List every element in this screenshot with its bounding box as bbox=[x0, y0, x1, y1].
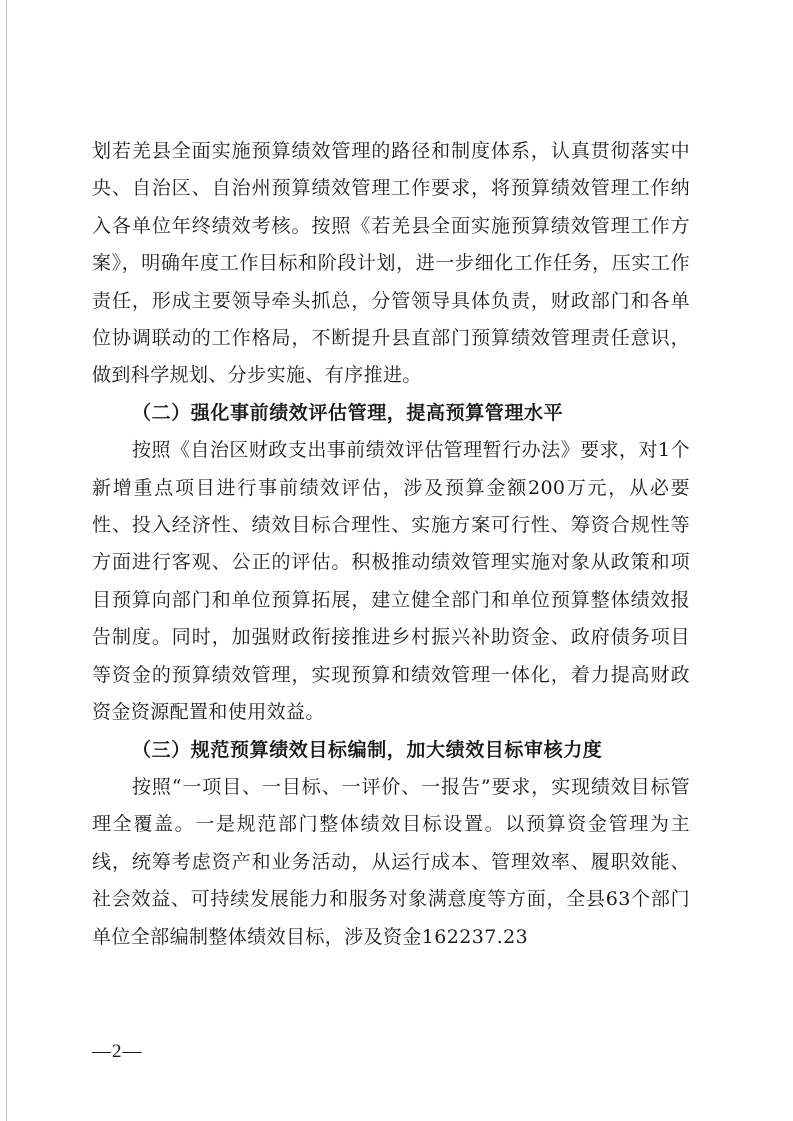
paragraph-2: 按照《自治区财政支出事前绩效评估管理暂行办法》要求，对1个新增重点项目进行事前绩效评估，涉及预算金额200万元，从必要性、投入经济性、绩效目标合理性、实施方案可行性、筹资合规性等方面进行客观、公正的评估。积极推动绩效管理实施对象从政策和项目预算向部门和单位预算拓展，建立健全部门和单位预算整体绩效报告制度。同时，加强财政衔接推进乡村振兴补助资金、政府债务项目等资金的预算绩效管理，实现预算和绩效管理一体化，着力提高财政资金资源配置和使用效益。 bbox=[92, 439, 690, 724]
section-heading-3: （三）规范预算绩效目标编制，加大绩效目标审核力度 bbox=[132, 738, 603, 761]
page-number: —2— bbox=[92, 1041, 143, 1062]
scan-edge-line bbox=[6, 0, 7, 1121]
paragraph-3: 按照“一项目、一目标、一评价、一报告”要求，实现绩效目标管理全覆盖。一是规范部门整体绩效目标设置。以预算资金管理为主线，统筹考虑资产和业务活动，从运行成本、管理效率、履职效能、社会效益、可持续发展能力和服务对象满意度等方面，全县63个部门单位全部编制整体绩效目标，涉及资金162237.23 bbox=[92, 775, 690, 948]
document-body bbox=[92, 133, 690, 956]
section-heading-2: （二）强化事前绩效评估管理，提高预算管理水平 bbox=[132, 401, 564, 424]
paragraph-1: 划若羌县全面实施预算绩效管理的路径和制度体系，认真贯彻落实中央、自治区、自治州预算绩效管理工作要求，将预算绩效管理工作纳入各单位年终绩效考核。按照《若羌县全面实施预算绩效管理工作方案》，明确年度工作目标和阶段计划，进一步细化工作任务，压实工作责任，形成主要领导牵头抓总，分管领导具体负责，财政部门和各单位协调联动的工作格局，不断提升县直部门预算绩效管理责任意识，做到科学规划、分步实施、有序推进。 bbox=[92, 140, 690, 387]
